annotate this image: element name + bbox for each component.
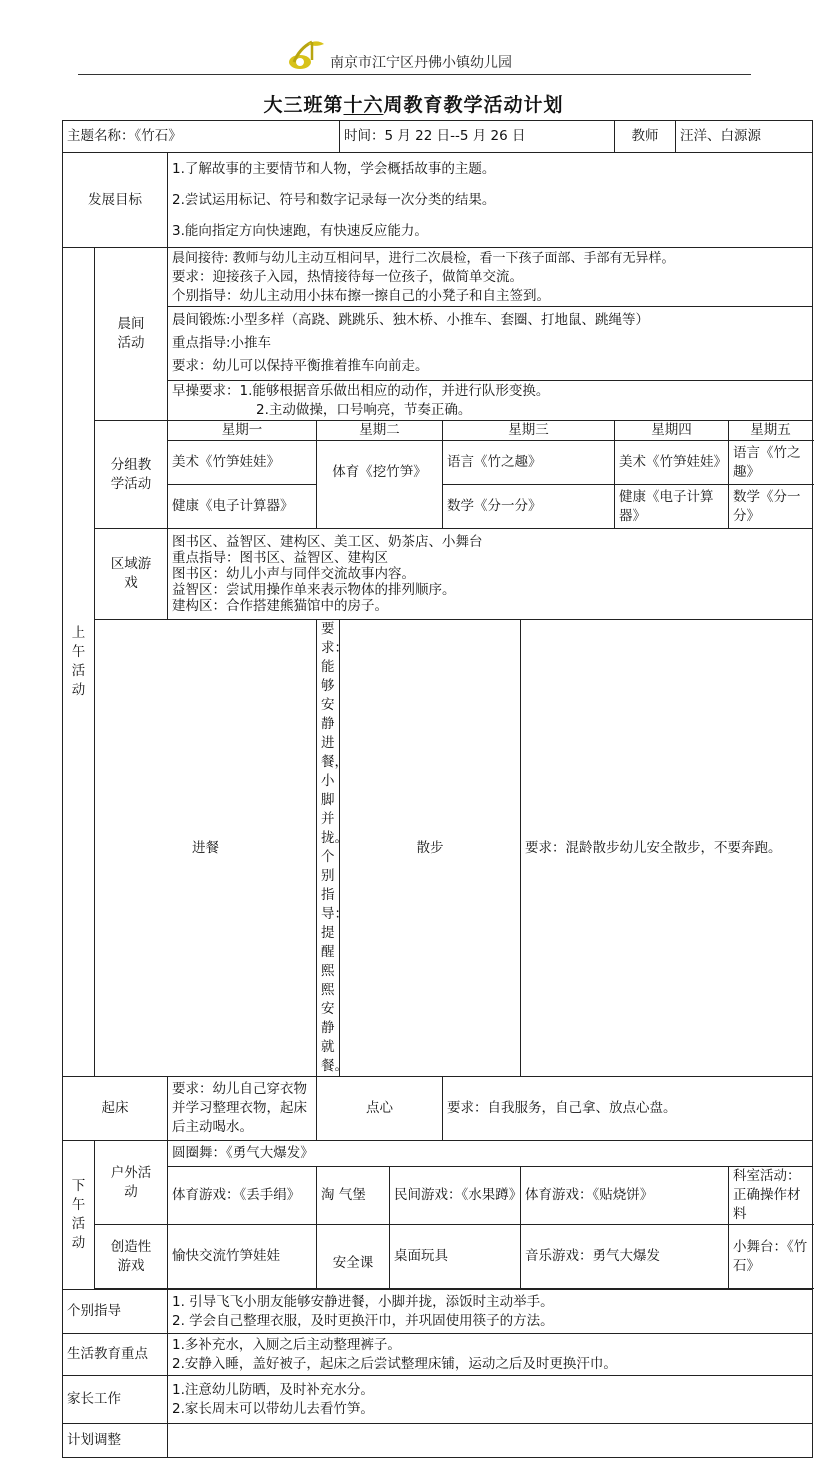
time-cell: 时间：5 月 22 日--5 月 26 日	[340, 121, 615, 153]
outdoor-games-row	[63, 1167, 813, 1225]
reception-content	[168, 248, 813, 307]
parents-line: 1.注意幼儿防晒，及时补充水分。	[172, 1381, 374, 1398]
group-wed-1: 语言《竹之趣》	[443, 441, 615, 485]
area-line: 图书区、益智区、建构区、美工区、奶茶店、小舞台	[172, 534, 483, 550]
zaocao-content	[168, 381, 813, 421]
reception-row	[63, 248, 813, 307]
weekday-row	[63, 421, 813, 441]
life-line: 1.多补充水，入厕之后主动整理裤子。	[172, 1336, 401, 1353]
creative-5: 小舞台：《竹石》	[729, 1225, 813, 1289]
day-fri: 星期五	[729, 421, 813, 441]
wake-req: 要求：幼儿自己穿衣物并学习整理衣物，起床后主动喝水。	[168, 1077, 317, 1141]
title-part1: 大三班第	[263, 94, 344, 116]
dance-content: 圆圈舞：《勇气大爆发》	[168, 1141, 813, 1167]
area-label: 区域游戏	[95, 529, 168, 620]
goals-row	[63, 153, 813, 248]
exercise-content	[168, 307, 813, 381]
chenjian-label: 晨间活动	[95, 248, 168, 421]
group-row-1	[63, 441, 813, 485]
guidance-line: 1. 引导飞飞小朋友能够安静进餐，小脚并拢，添饭时主动举手。	[172, 1293, 554, 1310]
theme-row	[63, 121, 813, 153]
meal-req: 要求：能够安静进餐，小脚并拢。	[321, 621, 348, 846]
school-name: 南京市江宁区丹佛小镇幼儿园	[330, 55, 512, 71]
outdoor-label: 户外活动	[95, 1141, 168, 1225]
group-fri-1: 语言《竹之趣》	[729, 441, 813, 485]
meal-row	[63, 620, 813, 1077]
title-part2: 周教育教学活动计划	[383, 94, 564, 116]
exercise-row	[63, 307, 813, 381]
group-fri-2: 数学《分一分》	[729, 485, 813, 529]
meal-content	[317, 620, 348, 1077]
adjust-label: 计划调整	[63, 1424, 168, 1458]
goal-item: 2.尝试运用标记、符号和数字记录每一次分类的结果。	[172, 191, 496, 208]
group-tue: 体育《挖竹笋》	[317, 441, 443, 529]
goals-label: 发展目标	[63, 153, 168, 248]
goal-item: 3.能向指定方向快速跑，有快速反应能力。	[172, 222, 428, 239]
game2: 民间游戏：《水果蹲》	[390, 1167, 521, 1225]
page-title	[0, 90, 827, 117]
wake-label: 起床	[63, 1077, 168, 1141]
zaocao-line: 早操要求：1.能够根据音乐做出相应的动作，并进行队形变换。	[172, 382, 550, 399]
life-row	[63, 1334, 813, 1376]
guidance-row	[63, 1290, 813, 1334]
morning-section-label: 上午活动	[63, 248, 95, 1077]
walk-req: 要求：混龄散步幼儿安全散步，不要奔跑。	[521, 620, 813, 1077]
snack-req: 要求：自我服务，自己拿、放点心盘。	[443, 1077, 813, 1141]
snack-label: 点心	[317, 1077, 443, 1141]
goal-item: 1.了解故事的主要情节和人物，学会概括故事的主题。	[172, 160, 496, 177]
exercise-line: 要求：幼儿可以保持平衡推着推车向前走。	[172, 358, 429, 374]
meal-label: 进餐	[95, 620, 317, 1077]
page-header	[0, 38, 827, 78]
guidance-content	[168, 1290, 813, 1334]
group-mon-2: 健康《电子计算器》	[168, 485, 317, 529]
teacher-names: 汪洋、白源源	[676, 121, 813, 153]
reception-line: 晨间接待: 教师与幼儿主动互相问早，进行二次晨检，看一下孩子面部、手部有无异样。	[172, 250, 675, 266]
group-wed-2: 数学《分一分》	[443, 485, 615, 529]
school-logo-icon	[286, 38, 326, 72]
guidance-line: 2. 学会自己整理衣服，及时更换汗巾，并巩固使用筷子的方法。	[172, 1312, 554, 1329]
theme-cell: 主题名称：《竹石》	[63, 121, 340, 153]
creative-row	[63, 1225, 813, 1289]
creative-2: 安全课	[317, 1225, 390, 1289]
life-label: 生活教育重点	[63, 1334, 168, 1376]
area-line: 益智区：尝试用操作单来表示物体的排列顺序。	[172, 582, 456, 598]
guidance-label: 个别指导	[63, 1290, 168, 1334]
afternoon-section-label: 下午活动	[63, 1141, 95, 1290]
dance-row	[63, 1141, 813, 1167]
area-line: 图书区：幼儿小声与同伴交流故事内容。	[172, 566, 415, 582]
game1: 体育游戏：《丢手绢》	[168, 1167, 317, 1225]
teacher-label: 教师	[615, 121, 676, 153]
title-week: 十六	[343, 94, 384, 116]
parents-label: 家长工作	[63, 1376, 168, 1424]
plan-table	[62, 120, 813, 1458]
creative-label: 创造性游戏	[95, 1225, 168, 1289]
adjust-content	[168, 1424, 813, 1458]
zaocao-row	[63, 381, 813, 421]
area-line: 重点指导：图书区、益智区、建构区	[172, 550, 388, 566]
meal-guide: 个别指导：提醒熙熙安静就餐。	[321, 849, 348, 1074]
zaocao-line: 2.主动做操，口号响亮，节奏正确。	[256, 401, 472, 418]
day-mon: 星期一	[168, 421, 317, 441]
creative-1: 愉快交流竹笋娃娃	[168, 1225, 317, 1289]
creative-3: 桌面玩具	[390, 1225, 521, 1289]
group-thu-1: 美术《竹笋娃娃》	[615, 441, 729, 485]
area-line: 建构区：合作搭建熊猫馆中的房子。	[172, 598, 388, 614]
adjust-row	[63, 1424, 813, 1458]
group-mon-1: 美术《竹笋娃娃》	[168, 441, 317, 485]
day-thu: 星期四	[615, 421, 729, 441]
reception-line: 要求：迎接孩子入园，热情接待每一位孩子，做简单交流。	[172, 268, 523, 285]
parents-row	[63, 1376, 813, 1424]
group-label: 分组教学活动	[95, 421, 168, 529]
walk-label: 散步	[340, 620, 521, 1077]
wake-row	[63, 1077, 813, 1141]
day-wed: 星期三	[443, 421, 615, 441]
life-content	[168, 1334, 813, 1376]
exercise-line: 重点指导:小推车	[172, 335, 272, 351]
game3: 体育游戏：《贴烧饼》	[521, 1167, 729, 1225]
game4: 科室活动：正确操作材料	[729, 1167, 813, 1225]
goals-content	[168, 153, 813, 248]
area-row	[63, 529, 813, 620]
header-rule	[78, 74, 751, 75]
parents-line: 2.家长周末可以带幼儿去看竹笋。	[172, 1400, 374, 1417]
reception-line: 个别指导：幼儿主动用小抹布擦一擦自己的小凳子和自主签到。	[172, 287, 550, 304]
area-content	[168, 529, 813, 620]
parents-content	[168, 1376, 813, 1424]
group-thu-2: 健康《电子计算器》	[615, 485, 729, 529]
life-line: 2.安静入睡，盖好被子，起床之后尝试整理床铺，运动之后及时更换汗巾。	[172, 1355, 617, 1372]
exercise-line: 晨间锻炼:小型多样（高跷、跳跳乐、独木桥、小推车、套圈、打地鼠、跳绳等）	[172, 312, 650, 328]
game1b: 淘 气堡	[317, 1167, 390, 1225]
creative-4: 音乐游戏：勇气大爆发	[521, 1225, 729, 1289]
day-tue: 星期二	[317, 421, 443, 441]
